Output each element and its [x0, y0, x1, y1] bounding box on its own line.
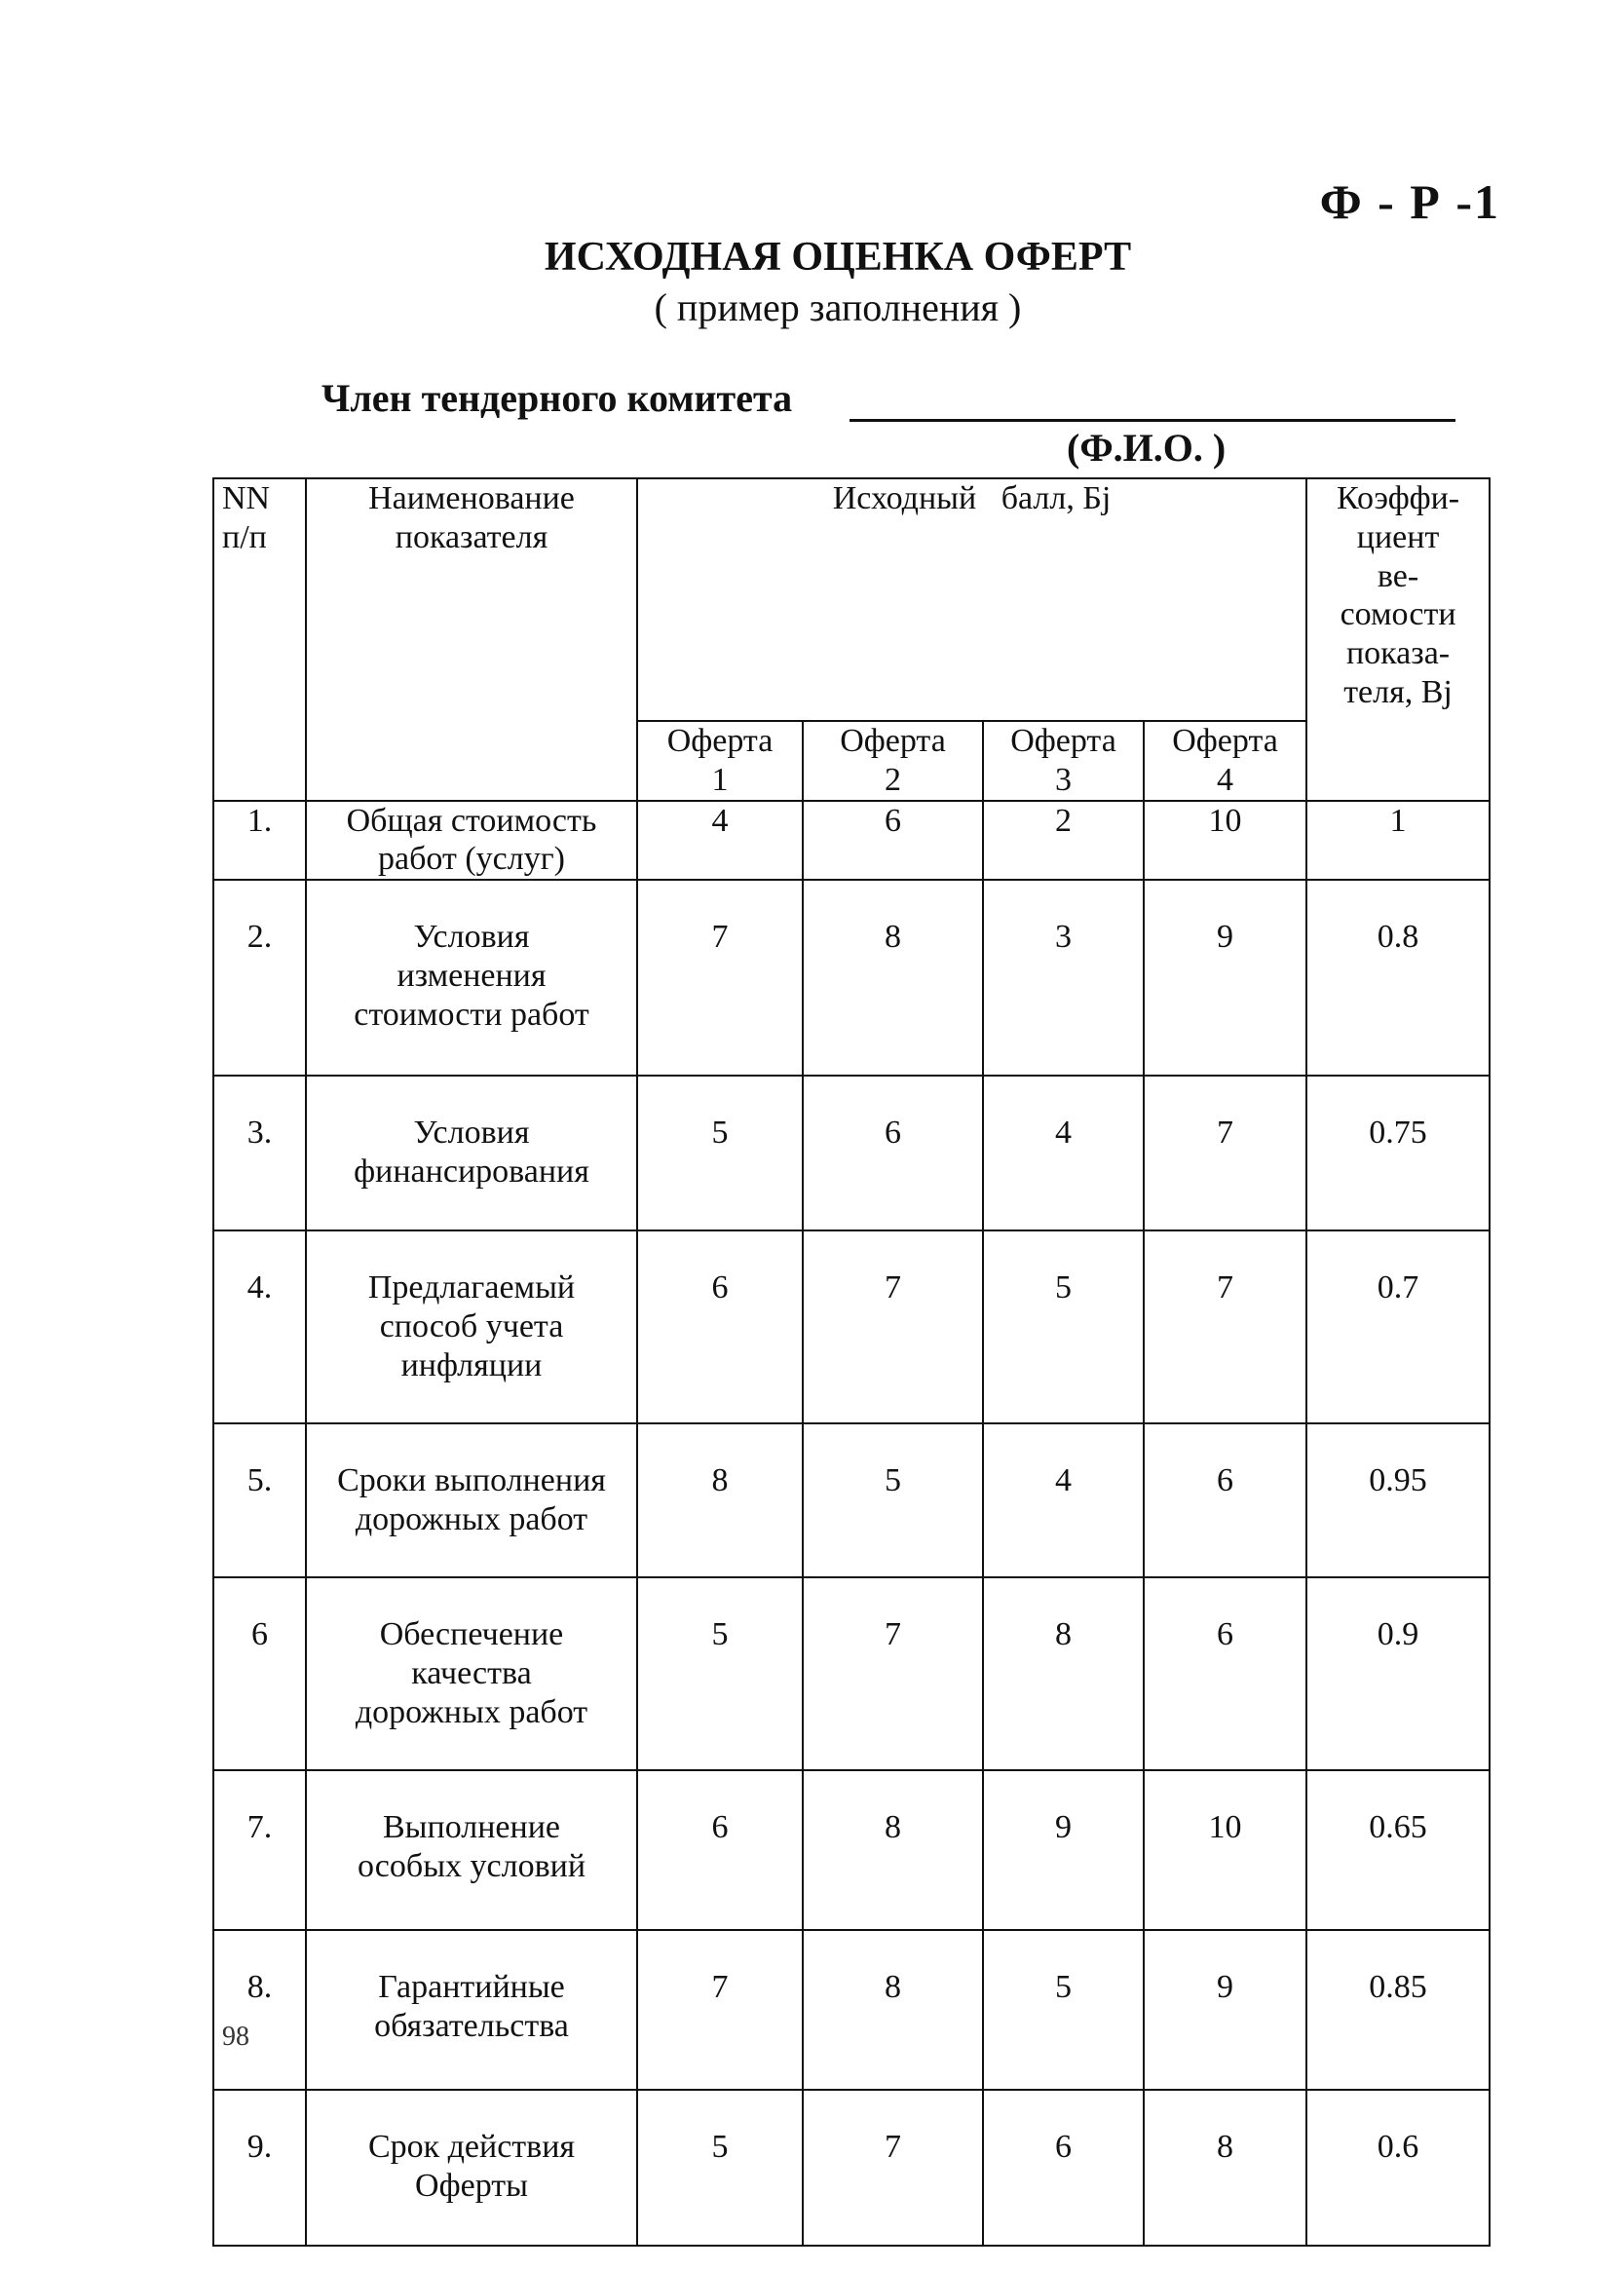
- weight-coefficient: 0.6: [1306, 2090, 1490, 2246]
- indicator-name-line: Выполнение: [382, 1809, 560, 1846]
- indicator-name-line: дорожных работ: [355, 1500, 588, 1537]
- indicator-name: [306, 1230, 637, 1423]
- score-offer-4: 10: [1144, 801, 1306, 881]
- indicator-name: [306, 1076, 637, 1230]
- indicator-name-line: финансирования: [354, 1153, 589, 1190]
- header-offer-4: [1144, 721, 1306, 801]
- score-offer-3: 4: [983, 1423, 1144, 1577]
- table-row: [213, 1770, 1490, 1930]
- score-offer-1: 5: [637, 2090, 803, 2246]
- offer-1-label: Оферта: [666, 723, 774, 759]
- row-number: 3.: [213, 1076, 306, 1230]
- score-offer-1: 6: [637, 1230, 803, 1423]
- offer-1-number: 1: [711, 761, 729, 798]
- row-number: 8.: [213, 1930, 306, 2090]
- table-row: [213, 1423, 1490, 1577]
- score-offer-2: 8: [803, 1770, 983, 1930]
- header-indicator-line-2: показателя: [395, 518, 548, 555]
- indicator-name-line: Условия: [413, 1115, 530, 1152]
- score-offer-4: 10: [1144, 1770, 1306, 1930]
- weight-coefficient: 0.7: [1306, 1230, 1490, 1423]
- header-nn-line-1: NN: [222, 480, 271, 516]
- score-offer-4: 8: [1144, 2090, 1306, 2246]
- score-offer-2: 6: [803, 801, 983, 881]
- header-offer-1: [637, 721, 803, 801]
- score-offer-1: 4: [637, 801, 803, 881]
- member-label: Член тендерного комитета: [321, 376, 793, 420]
- header-score-label: Исходный балл, Бj: [832, 480, 1112, 516]
- header-indicator-line-1: Наименование: [368, 480, 575, 516]
- weight-coefficient: 0.8: [1306, 880, 1490, 1076]
- weight-coefficient: 0.95: [1306, 1423, 1490, 1577]
- header-offer-2: [803, 721, 983, 801]
- header-coef-line-6: теля, Вj: [1343, 673, 1453, 710]
- header-nn-line-2: п/п: [222, 518, 267, 555]
- weight-coefficient: 0.85: [1306, 1930, 1490, 2090]
- offer-4-label: Оферта: [1172, 723, 1278, 759]
- indicator-name-line: обязательства: [374, 2007, 569, 2044]
- indicator-name-line: качества: [411, 1654, 532, 1691]
- indicator-name-line: Предлагаемый: [367, 1269, 576, 1306]
- score-offer-3: 3: [983, 880, 1144, 1076]
- score-offer-1: 7: [637, 880, 803, 1076]
- score-offer-1: 8: [637, 1423, 803, 1577]
- indicator-name-line: Срок действия: [367, 2129, 576, 2166]
- indicator-name-line: дорожных работ: [355, 1693, 588, 1730]
- table-row: [213, 2090, 1490, 2246]
- indicator-name: [306, 1577, 637, 1770]
- header-coef-line-2: циент: [1356, 518, 1440, 555]
- row-number: 7.: [213, 1770, 306, 1930]
- table-row: [213, 801, 1490, 881]
- header-coef-line-1: Коэффи-: [1336, 480, 1460, 516]
- indicator-name-line: работ (услуг): [378, 841, 565, 878]
- row-number: 9.: [213, 2090, 306, 2246]
- score-offer-2: 6: [803, 1076, 983, 1230]
- score-offer-1: 6: [637, 1770, 803, 1930]
- header-coef-line-4: сомости: [1340, 596, 1456, 633]
- row-number: 6: [213, 1577, 306, 1770]
- score-offer-4: 9: [1144, 880, 1306, 1076]
- weight-coefficient: 0.65: [1306, 1770, 1490, 1930]
- offer-3-number: 3: [1055, 761, 1072, 798]
- row-number: 4.: [213, 1230, 306, 1423]
- row-number: 5.: [213, 1423, 306, 1577]
- indicator-name: [306, 1423, 637, 1577]
- score-offer-3: 8: [983, 1577, 1144, 1770]
- header-coef-line-5: показа-: [1345, 635, 1451, 672]
- indicator-name-line: Обеспечение: [379, 1616, 564, 1653]
- indicator-name: [306, 1930, 637, 2090]
- table-row: [213, 1577, 1490, 1770]
- score-offer-3: 4: [983, 1076, 1144, 1230]
- header-coefficient: [1306, 478, 1490, 801]
- row-number: 1.: [213, 801, 306, 881]
- score-offer-1: 7: [637, 1930, 803, 2090]
- member-signature-line: [850, 419, 1455, 422]
- weight-coefficient: 0.75: [1306, 1076, 1490, 1230]
- table-row: [213, 1930, 1490, 2090]
- header-score: [637, 478, 1306, 721]
- fio-label: (Ф.И.О. ): [1067, 426, 1227, 470]
- score-offer-4: 6: [1144, 1423, 1306, 1577]
- indicator-name: [306, 880, 637, 1076]
- score-offer-4: 7: [1144, 1230, 1306, 1423]
- indicator-name-line: Сроки выполнения: [337, 1462, 606, 1499]
- score-offer-2: 7: [803, 1577, 983, 1770]
- score-offer-3: 9: [983, 1770, 1144, 1930]
- score-offer-3: 5: [983, 1930, 1144, 2090]
- score-offer-4: 9: [1144, 1930, 1306, 2090]
- score-offer-2: 8: [803, 880, 983, 1076]
- indicator-name-line: способ учета: [379, 1307, 564, 1344]
- offer-2-label: Оферта: [840, 723, 946, 759]
- page-number: 98: [222, 2022, 249, 2052]
- score-offer-2: 5: [803, 1423, 983, 1577]
- score-offer-3: 5: [983, 1230, 1144, 1423]
- weight-coefficient: 1: [1306, 801, 1490, 881]
- offer-4-number: 4: [1217, 761, 1234, 798]
- indicator-name: [306, 2090, 637, 2246]
- score-offer-2: 7: [803, 1230, 983, 1423]
- header-nn: [213, 478, 306, 801]
- table-row: [213, 880, 1490, 1076]
- score-offer-1: 5: [637, 1577, 803, 1770]
- weight-coefficient: 0.9: [1306, 1577, 1490, 1770]
- table-row: [213, 1076, 1490, 1230]
- header-coef-line-3: ве-: [1377, 557, 1419, 594]
- header-offer-3: [983, 721, 1144, 801]
- indicator-name-line: особых условий: [357, 1847, 586, 1884]
- indicator-name: [306, 801, 637, 881]
- score-offer-3: 2: [983, 801, 1144, 881]
- table-row: [213, 1230, 1490, 1423]
- indicator-name-line: Оферты: [415, 2167, 528, 2204]
- score-offer-3: 6: [983, 2090, 1144, 2246]
- form-code: Ф - Р -1: [1319, 174, 1500, 229]
- row-number: 2.: [213, 880, 306, 1076]
- header-indicator: [306, 478, 637, 801]
- indicator-name-line: инфляции: [400, 1346, 543, 1383]
- indicator-name-line: изменения: [397, 957, 547, 994]
- indicator-name: [306, 1770, 637, 1930]
- indicator-name-line: стоимости работ: [354, 996, 589, 1033]
- score-offer-1: 5: [637, 1076, 803, 1230]
- score-offer-4: 7: [1144, 1076, 1306, 1230]
- offers-score-table: [212, 477, 1491, 2247]
- indicator-name-line: Условия: [413, 919, 530, 956]
- offer-2-number: 2: [885, 761, 901, 798]
- offer-3-label: Оферта: [1010, 723, 1116, 759]
- indicator-name-line: Гарантийные: [378, 1969, 565, 2006]
- score-offer-2: 8: [803, 1930, 983, 2090]
- indicator-name-line: Общая стоимость: [346, 802, 597, 839]
- score-offer-2: 7: [803, 2090, 983, 2246]
- document-subtitle: ( пример заполнения ): [654, 285, 1022, 329]
- document-title: ИСХОДНАЯ ОЦЕНКА ОФЕРТ: [544, 235, 1132, 280]
- score-offer-4: 6: [1144, 1577, 1306, 1770]
